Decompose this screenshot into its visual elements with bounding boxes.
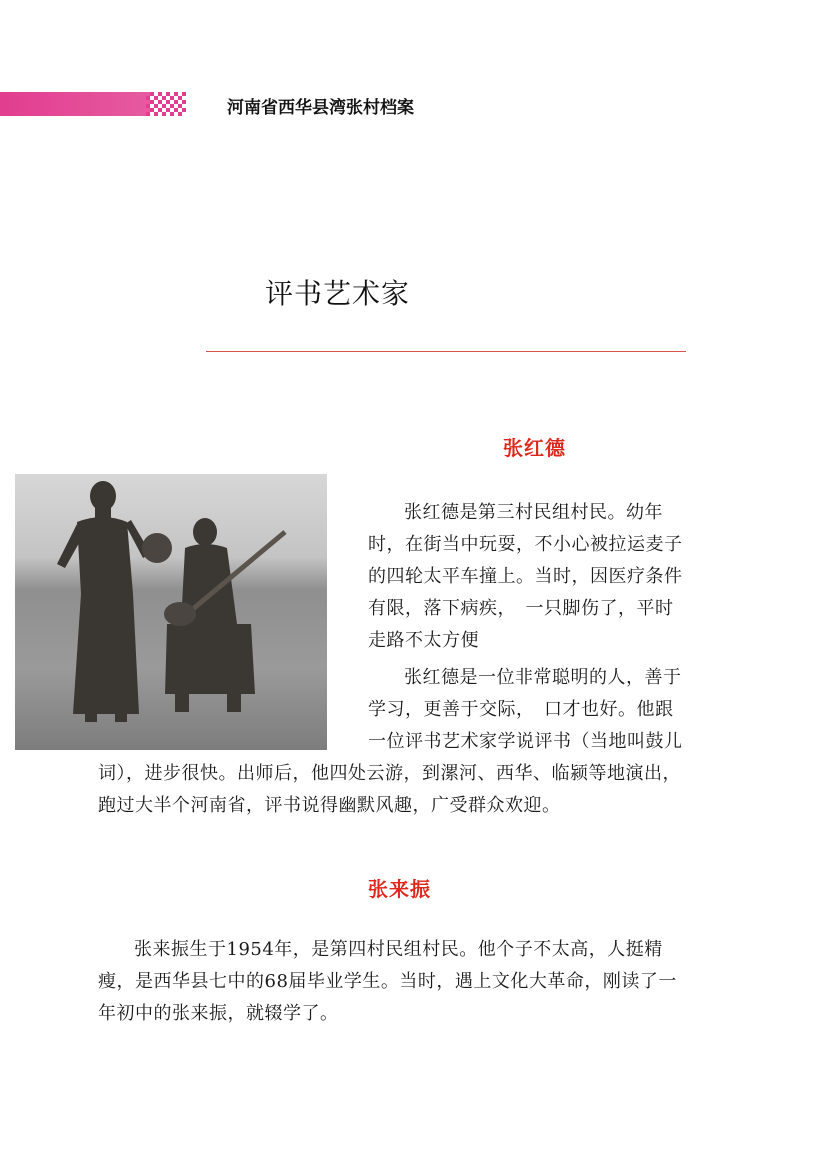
title-divider [206, 351, 686, 352]
standing-woman-figure [57, 481, 151, 722]
section-heading-zhang-laizhen: 张来振 [368, 877, 431, 901]
paragraph-hongde-2-start: 张红德是一位非常聪明的人，善于学习，更善于交际， 口才也好。他跟一位评书艺术家学说评书（当地叫鼓儿 [368, 667, 683, 752]
sanxian-body [164, 602, 196, 626]
statue-photo [15, 474, 327, 750]
section-heading-zhang-hongde: 张红德 [503, 436, 566, 460]
paragraph-hongde-2-end: 词），进步很快。出师后，他四处云游，到漯河、西华、临颍等地演出，跑过大半个河南省，评书说得幽默风趣，广受群众欢迎。 [98, 763, 681, 816]
running-header-title: 河南省西华县湾张村档案 [227, 98, 414, 118]
header-checker-pattern [146, 92, 186, 116]
paragraph-hongde-1: 张红德是第三村民组村民。幼年时，在街当中玩耍，不小心被拉运麦子的四轮太平车撞上。当时，因医疗条件有限，落下病疾， 一只脚伤了，平时走路不太方便 [368, 502, 683, 651]
paragraph-laizhen-1: 张来振生于1954年，是第四村民组村民。他个子不太高，人挺精瘦，是西华县七中的68届毕业学生。当时，遇上文化大革命，刚读了一年初中的张来振，就辍学了。 [98, 939, 677, 1024]
article-title: 评书艺术家 [265, 277, 411, 310]
header-color-bar [0, 92, 150, 116]
hand-drum-shape [142, 533, 172, 563]
statue-illustration [15, 474, 327, 750]
